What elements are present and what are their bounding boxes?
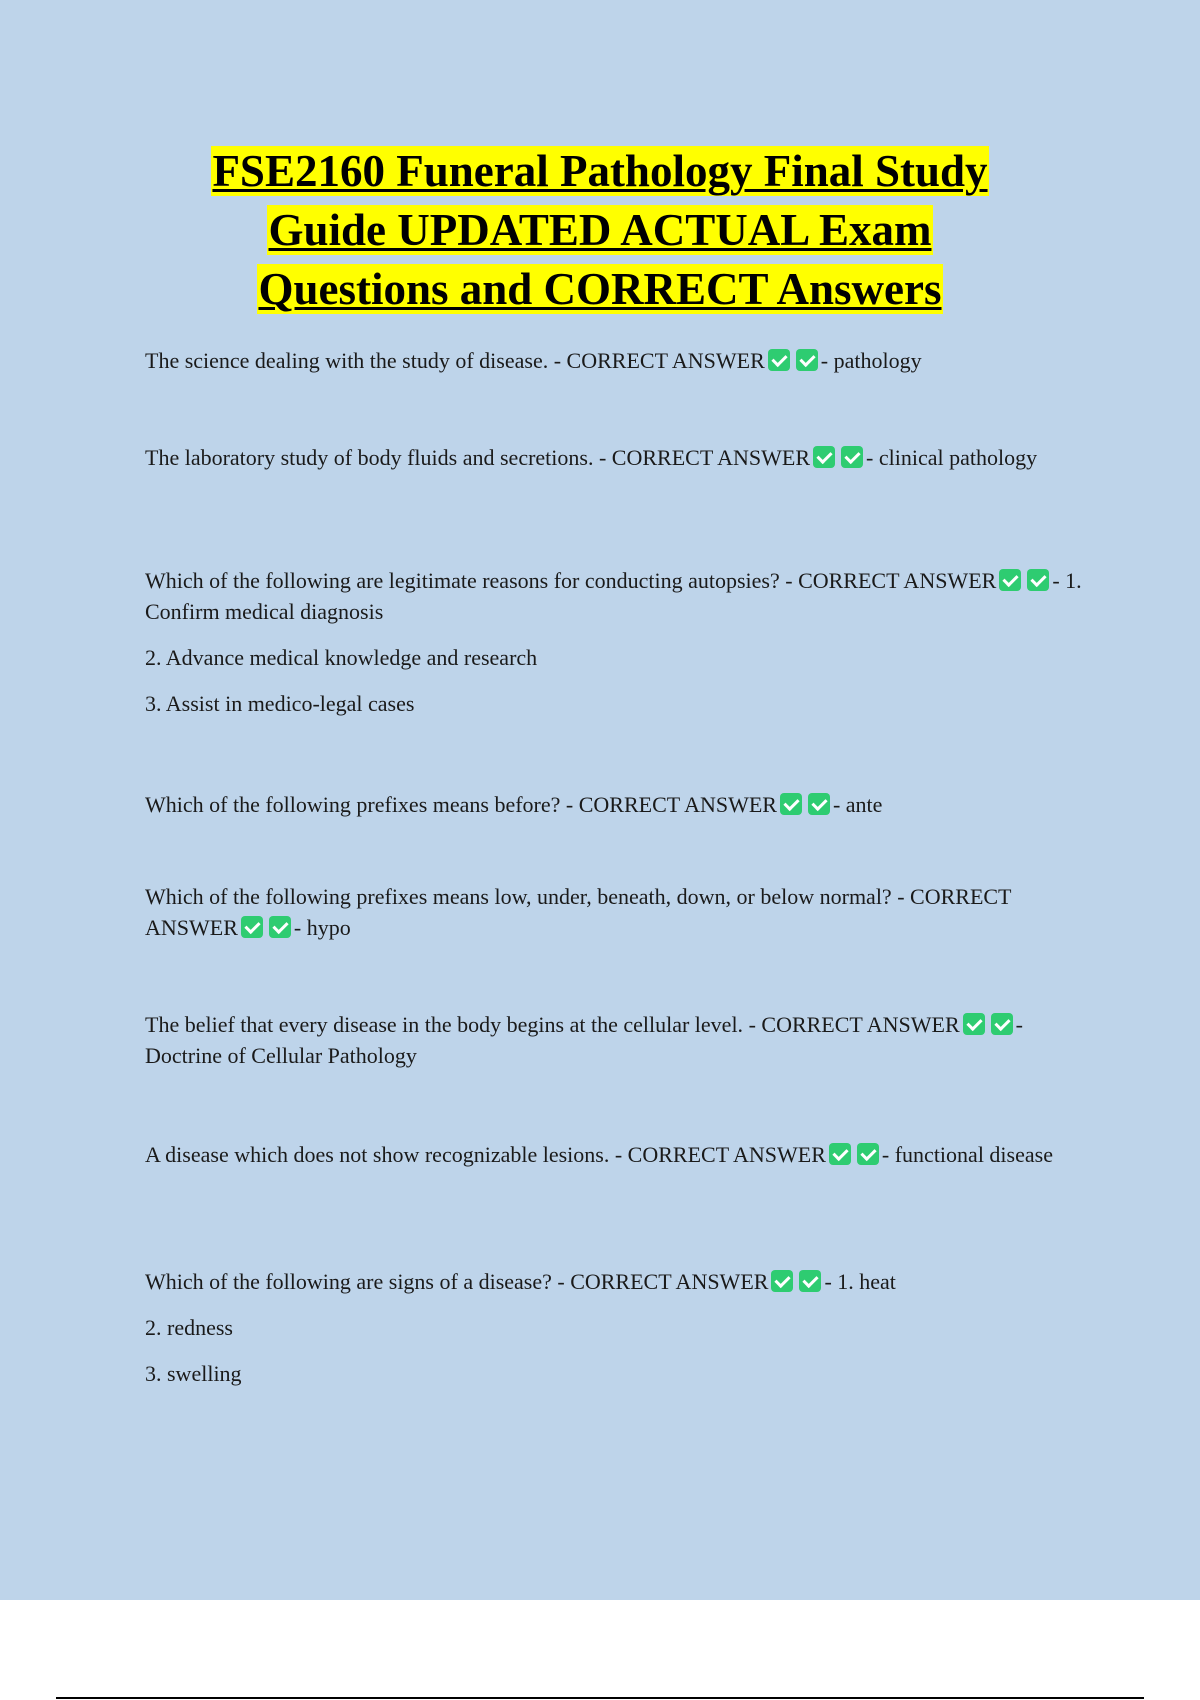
question-text: Which of the following are legitimate reasons for conducting autopsies? [145,568,780,593]
qa-text [145,1266,1085,1297]
qa-text [145,345,1085,376]
footer-divider [56,1697,1144,1699]
answer-text: - hypo [293,915,351,940]
green-checkmark-icon [768,349,790,371]
qa-item-4 [145,789,1085,820]
answer-marker: - CORRECT ANSWER [557,1269,769,1294]
green-checkmark-icon [841,446,863,468]
answer-list-item: 2. redness [145,1315,233,1340]
qa-text [145,442,1085,473]
green-checkmark-icon [991,1013,1013,1035]
answer-marker: - CORRECT ANSWER [553,348,765,373]
question-text: Which of the following prefixes means low, under, beneath, down, or below normal? [145,884,892,909]
question-text: The laboratory study of body fluids and secretions. [145,445,594,470]
title-line-3: Questions and CORRECT Answers [258,264,942,314]
answer-list-item: 3. Assist in medico-legal cases [145,691,415,716]
green-checkmark-icon [780,793,802,815]
answer-text: - 1. Confirm medical diagnosis [145,568,1082,624]
qa-item-5 [145,881,1085,943]
answer-text: - Doctrine of Cellular Pathology [145,1012,1023,1068]
qa-text [145,1009,1085,1071]
question-text: A disease which does not show recognizable lesions. [145,1142,610,1167]
answer-text: - clinical pathology [866,445,1038,470]
green-checkmark-icon [796,349,818,371]
answer-marker: - CORRECT ANSWER [748,1012,960,1037]
green-checkmark-icon [857,1143,879,1165]
question-text: The science dealing with the study of disease. [145,348,549,373]
answer-text: - functional disease [881,1142,1053,1167]
qa-item-2 [145,442,1085,473]
document-title [0,142,1200,319]
question-text: Which of the following prefixes means before? [145,792,561,817]
answer-marker: - CORRECT ANSWER [598,445,811,470]
answer-text: - pathology [820,348,922,373]
green-checkmark-icon [808,793,830,815]
green-checkmark-icon [999,569,1021,591]
green-checkmark-icon [799,1270,821,1292]
question-text: The belief that every disease in the body begins at the cellular level. [145,1012,744,1037]
answer-marker: - CORRECT ANSWER [614,1142,826,1167]
title-line-2: Guide UPDATED ACTUAL Exam [268,205,932,255]
green-checkmark-icon [1027,569,1049,591]
qa-item-6 [145,1009,1085,1071]
answer-marker: - CORRECT ANSWER [785,568,997,593]
answer-marker: - CORRECT ANSWER [145,884,1012,940]
green-checkmark-icon [829,1143,851,1165]
qa-item-1 [145,345,1085,376]
answer-list-item: 3. swelling [145,1361,242,1386]
qa-item-8 [145,1266,1085,1389]
qa-item-7 [145,1139,1085,1170]
green-checkmark-icon [241,916,263,938]
answer-text: - ante [832,792,883,817]
green-checkmark-icon [269,916,291,938]
answer-list-item: 2. Advance medical knowledge and research [145,645,538,670]
answer-marker: - CORRECT ANSWER [565,792,777,817]
qa-text [145,789,1085,820]
qa-item-3 [145,565,1085,719]
green-checkmark-icon [813,446,835,468]
title-line-1: FSE2160 Funeral Pathology Final Study [212,146,988,196]
green-checkmark-icon [771,1270,793,1292]
qa-text [145,881,1085,943]
green-checkmark-icon [963,1013,985,1035]
question-text: Which of the following are signs of a disease? [145,1269,552,1294]
answer-text: - 1. heat [824,1269,896,1294]
qa-text [145,565,1085,627]
qa-text [145,1139,1085,1170]
